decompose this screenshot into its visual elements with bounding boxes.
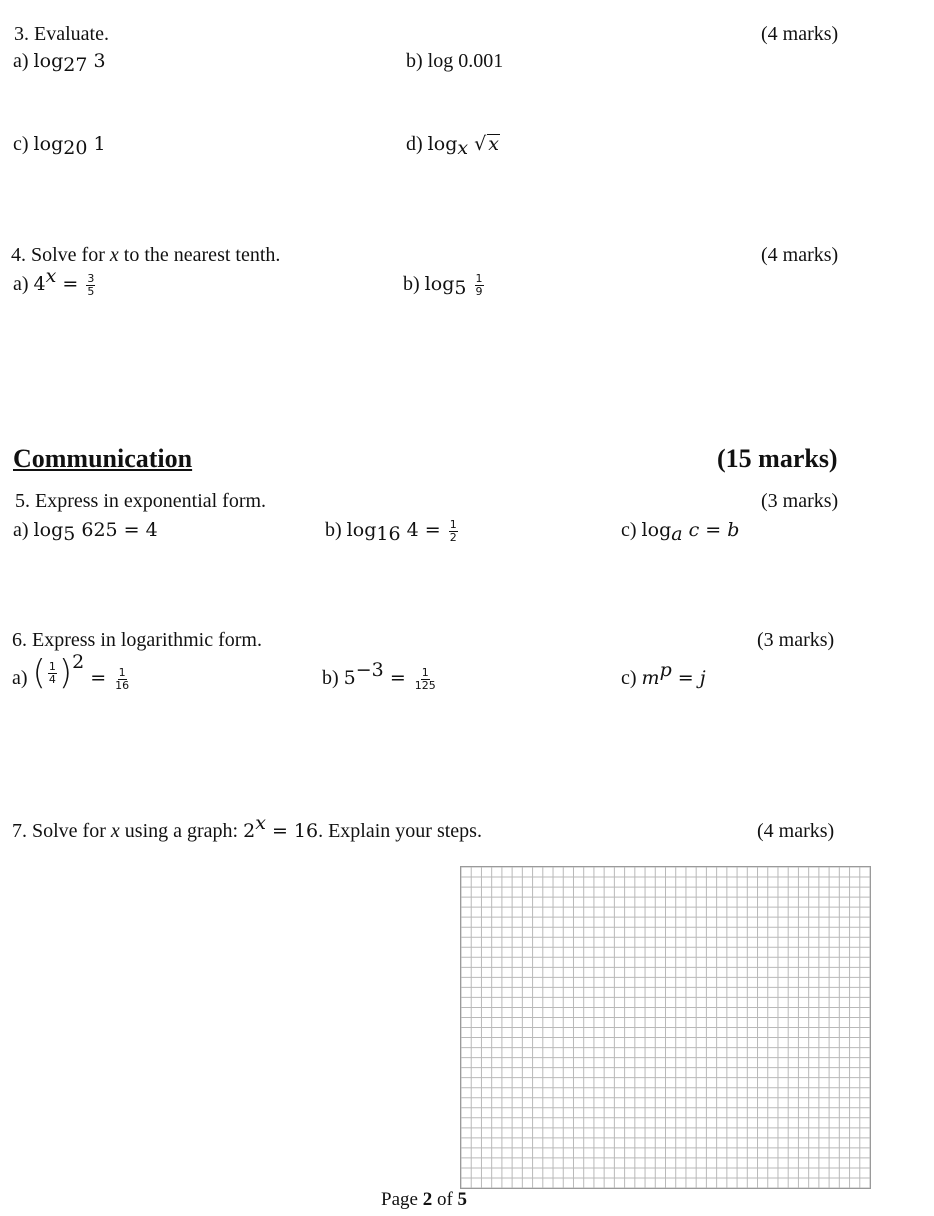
part-label: a) [13, 519, 34, 541]
q5-part-a: a) $\log_5 625 = 4$ [13, 519, 158, 545]
page-footer: Page 2 of 5 [381, 1189, 468, 1210]
q3-part-d: d) $\log_x$ √ x [406, 133, 499, 159]
log-func: log [33, 50, 64, 72]
part-label: b) [322, 667, 344, 689]
sqrt-radicand: x [488, 133, 499, 155]
log-func: log [33, 133, 64, 155]
power-base: m [641, 667, 660, 689]
power-exponent: p [659, 659, 672, 681]
q3-marks: (4 marks) [761, 23, 839, 45]
power-exponent: −3 [355, 659, 384, 681]
log-base: 5 [63, 523, 76, 545]
q4-part-b [403, 268, 486, 300]
section-title: Communication [13, 444, 193, 473]
q6-title: 6. Express in logarithmic form. [12, 629, 262, 651]
q4-title: 4. Solve for x to the nearest tenth. [11, 244, 281, 266]
fraction: $\frac{1}{125}$ [414, 666, 436, 692]
power-exponent: x [45, 265, 57, 287]
part-label: c) [621, 519, 642, 541]
log-func: log [346, 519, 377, 541]
q3-title: 3. Evaluate. [14, 23, 109, 45]
log-arg: 3 [93, 50, 106, 72]
variable: x [110, 820, 120, 842]
log-base: a [671, 523, 683, 545]
log-base: x [457, 137, 469, 159]
power-exponent: 2 [72, 651, 85, 673]
q6-part-a: a) ( $\frac{1}{4}$ ) $^2$ = $\frac{1}{16}$ [12, 651, 130, 693]
part-label: d) [406, 133, 428, 155]
q3-part-a [13, 50, 106, 76]
fraction: $\frac{1}{2}$ [449, 518, 457, 544]
q5-part-c: c) $\log_a c = b$ [621, 519, 740, 545]
page-total: 5 [457, 1189, 468, 1210]
part-label: b) [406, 50, 428, 72]
part-label: b) [403, 273, 425, 295]
q5-marks: (3 marks) [761, 490, 839, 512]
q5-title: 5. Express in exponential form. [15, 490, 267, 512]
part-label: c) [13, 133, 34, 155]
q4-marks: (4 marks) [761, 244, 839, 266]
q6-part-b: b) $5^{-3}$ = $\frac{1}{125}$ [322, 659, 436, 692]
q6-part-c: c) $m^p = j$ [621, 659, 706, 689]
part-label: a) [13, 50, 34, 72]
log-base: 5 [454, 277, 467, 299]
graph-paper-grid [460, 866, 871, 1189]
q6-marks: (3 marks) [757, 629, 835, 651]
log-func: log [33, 519, 64, 541]
log-func: log [427, 133, 458, 155]
part-label: b) [325, 519, 347, 541]
log-base: 16 [376, 523, 401, 545]
parenthesized-fraction: ( $\frac{1}{4}$ ) [32, 653, 73, 693]
q5-part-b: b) $\log_{16} 4$ = $\frac{1}{2}$ [325, 518, 457, 545]
log-base: 20 [63, 137, 88, 159]
part-label: a) [12, 667, 33, 689]
part-label: c) [621, 667, 642, 689]
q4-part-a: a) $4^x$ = $\frac{3}{5}$ [13, 265, 95, 298]
section-marks: (15 marks) [717, 444, 838, 473]
log-func: log [424, 273, 455, 295]
fraction: $\frac{1}{16}$ [115, 666, 130, 692]
q3-part-b [406, 51, 503, 71]
log-arg: 1 [93, 133, 106, 155]
power-base: 5 [343, 667, 356, 689]
part-label: a) [13, 273, 34, 295]
log-func: log [641, 519, 672, 541]
variable: x [109, 244, 119, 266]
fraction: $\frac{1}{9}$ [475, 272, 483, 298]
power-base: 4 [33, 273, 46, 295]
q3-part-c [13, 133, 106, 159]
q7-title: 7. Solve for x using a graph: $2^x = 16$. Explain your steps. [12, 812, 482, 842]
log-base: 27 [63, 54, 88, 76]
fraction: $\frac{3}{5}$ [87, 272, 95, 298]
q7-marks: (4 marks) [757, 820, 835, 842]
expression: log 0.001 [427, 50, 504, 72]
page-number: 2 [422, 1189, 433, 1210]
